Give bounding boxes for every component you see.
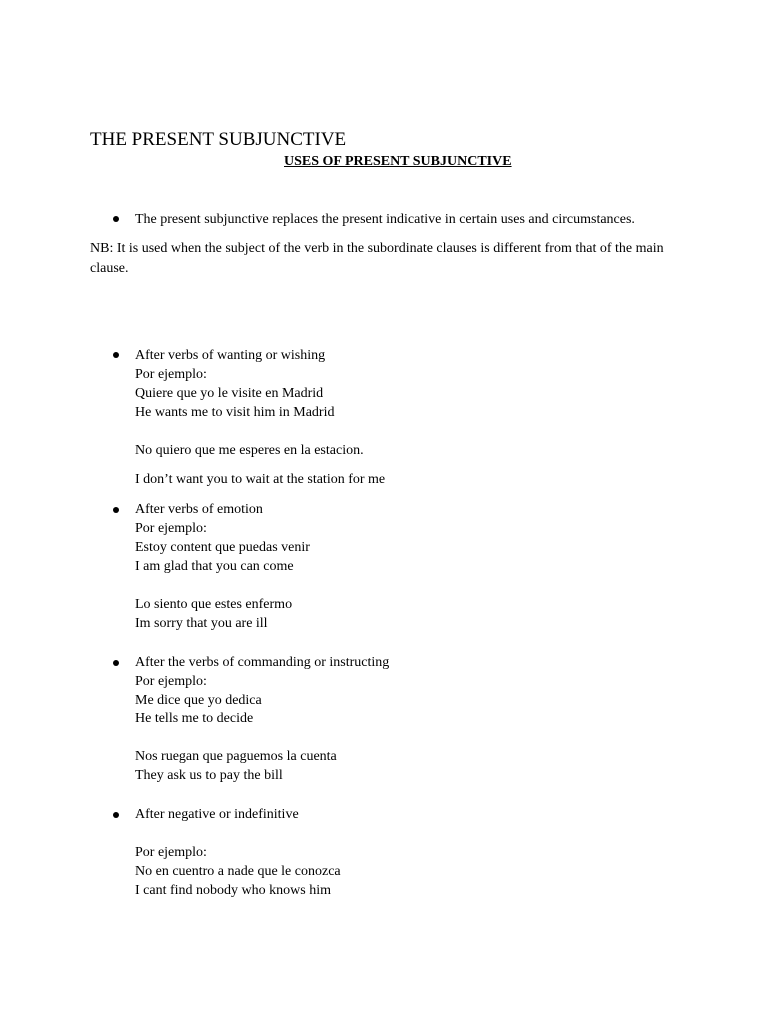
bullet-icon bbox=[113, 352, 119, 358]
example-line: No quiero que me esperes en la estacion. bbox=[135, 443, 364, 458]
example-line: No en cuentro a nade que le conozca bbox=[135, 864, 341, 879]
example-line: Quiere que yo le visite en Madrid bbox=[135, 386, 324, 401]
example-line: He tells me to decide bbox=[135, 711, 254, 726]
page-title: THE PRESENT SUBJUNCTIVE bbox=[90, 129, 347, 150]
example-line: Por ejemplo: bbox=[135, 521, 207, 536]
example-line: I don’t want you to wait at the station for me bbox=[135, 472, 386, 487]
example-line: Por ejemplo: bbox=[135, 367, 207, 382]
example-line: I am glad that you can come bbox=[135, 559, 294, 574]
nb-note: NB: It is used when the subject of the verb in the subordinate clauses is different from that of the main clause. bbox=[90, 241, 664, 276]
bullet-icon bbox=[113, 660, 119, 666]
example-line: Me dice que yo dedica bbox=[135, 693, 262, 708]
bullet-icon bbox=[113, 507, 119, 513]
page-subtitle: USES OF PRESENT SUBJUNCTIVE bbox=[284, 154, 512, 169]
section-heading: After verbs of wanting or wishing bbox=[135, 348, 326, 363]
section-heading: After negative or indefinitive bbox=[135, 807, 299, 822]
example-line: Lo siento que estes enfermo bbox=[135, 597, 293, 612]
example-line: Estoy content que puedas venir bbox=[135, 540, 310, 555]
example-line: They ask us to pay the bill bbox=[135, 768, 283, 783]
example-line: He wants me to visit him in Madrid bbox=[135, 405, 335, 420]
example-line: I cant find nobody who knows him bbox=[135, 883, 331, 898]
example-line: Por ejemplo: bbox=[135, 674, 207, 689]
example-line: Nos ruegan que paguemos la cuenta bbox=[135, 749, 337, 764]
example-line: Im sorry that you are ill bbox=[135, 616, 268, 631]
example-line: Por ejemplo: bbox=[135, 845, 207, 860]
bullet-icon bbox=[113, 812, 119, 818]
section-heading: After verbs of emotion bbox=[135, 502, 263, 517]
section-heading: After the verbs of commanding or instructing bbox=[135, 655, 390, 670]
intro-bullet-text: The present subjunctive replaces the present indicative in certain uses and circumstances. bbox=[135, 212, 635, 227]
bullet-icon bbox=[113, 216, 119, 222]
